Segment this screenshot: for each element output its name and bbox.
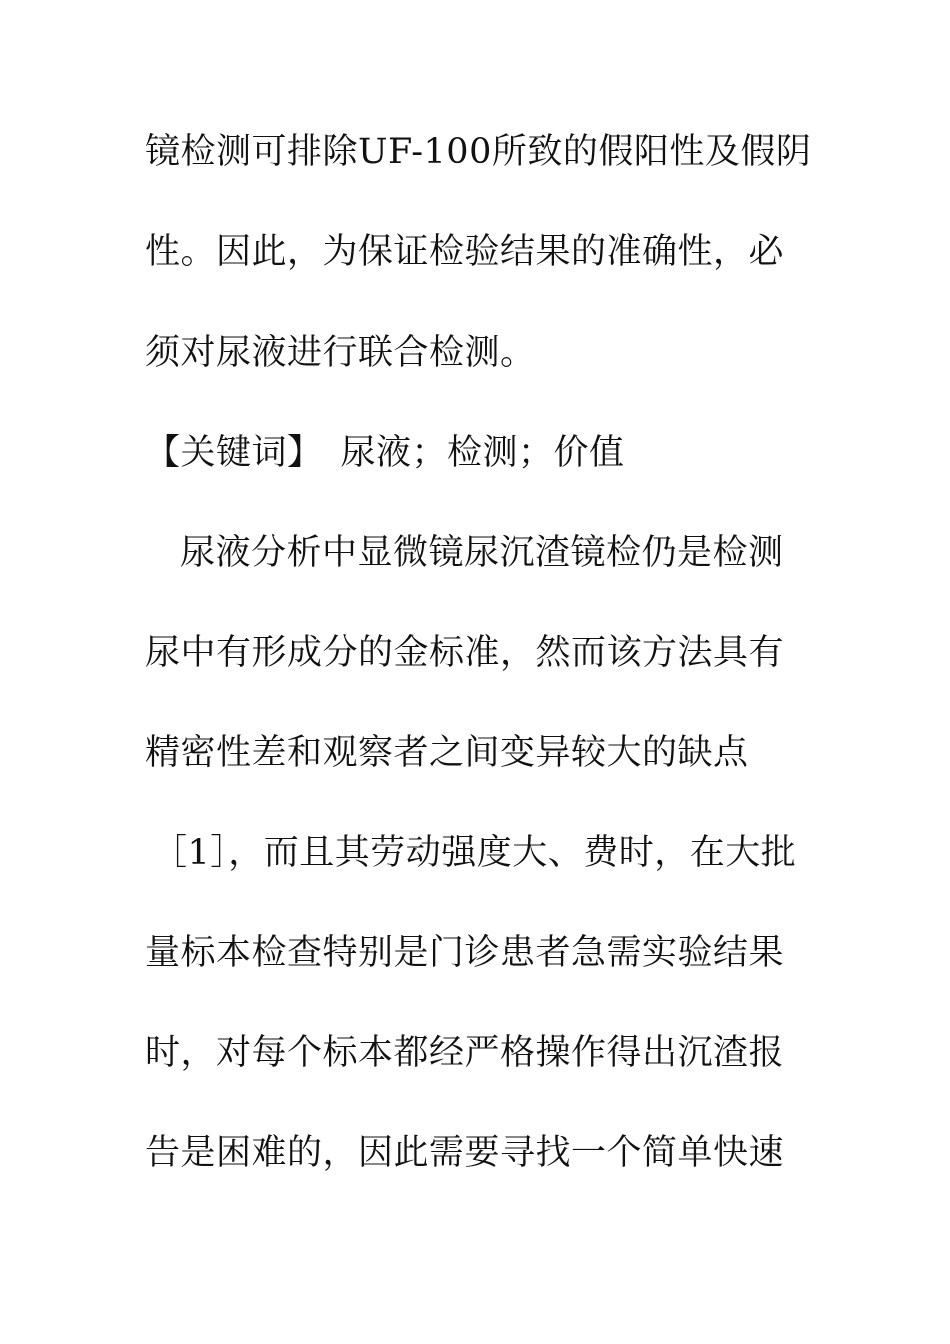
paragraph-line: 尿中有形成分的金标准，然而该方法具有	[145, 633, 785, 673]
paragraph-line: 精密性差和观察者之间变异较大的缺点	[145, 733, 749, 773]
paragraph-line: 尿液分析中显微镜尿沉渣镜检仍是检测	[180, 533, 784, 573]
paragraph-line: ［1］，而且其劳动强度大、费时，在大批	[152, 833, 797, 873]
paragraph-line: 量标本检查特别是门诊患者急需实验结果	[145, 933, 785, 973]
text-line: 性。因此，为保证检验结果的准确性，必	[145, 232, 785, 272]
keywords-text: 尿液；检测；价值	[340, 433, 625, 473]
keywords-line	[145, 431, 825, 475]
text-line: 镜检测可排除UF-100所致的假阳性及假阴	[145, 132, 812, 172]
paragraph-line: 时，对每个标本都经严格操作得出沉渣报	[145, 1033, 785, 1073]
text-line: 须对尿液进行联合检测。	[145, 333, 536, 373]
paragraph-line: 告是困难的，因此需要寻找一个简单快速	[145, 1133, 785, 1173]
keywords-label: 【关键词】	[145, 433, 323, 473]
